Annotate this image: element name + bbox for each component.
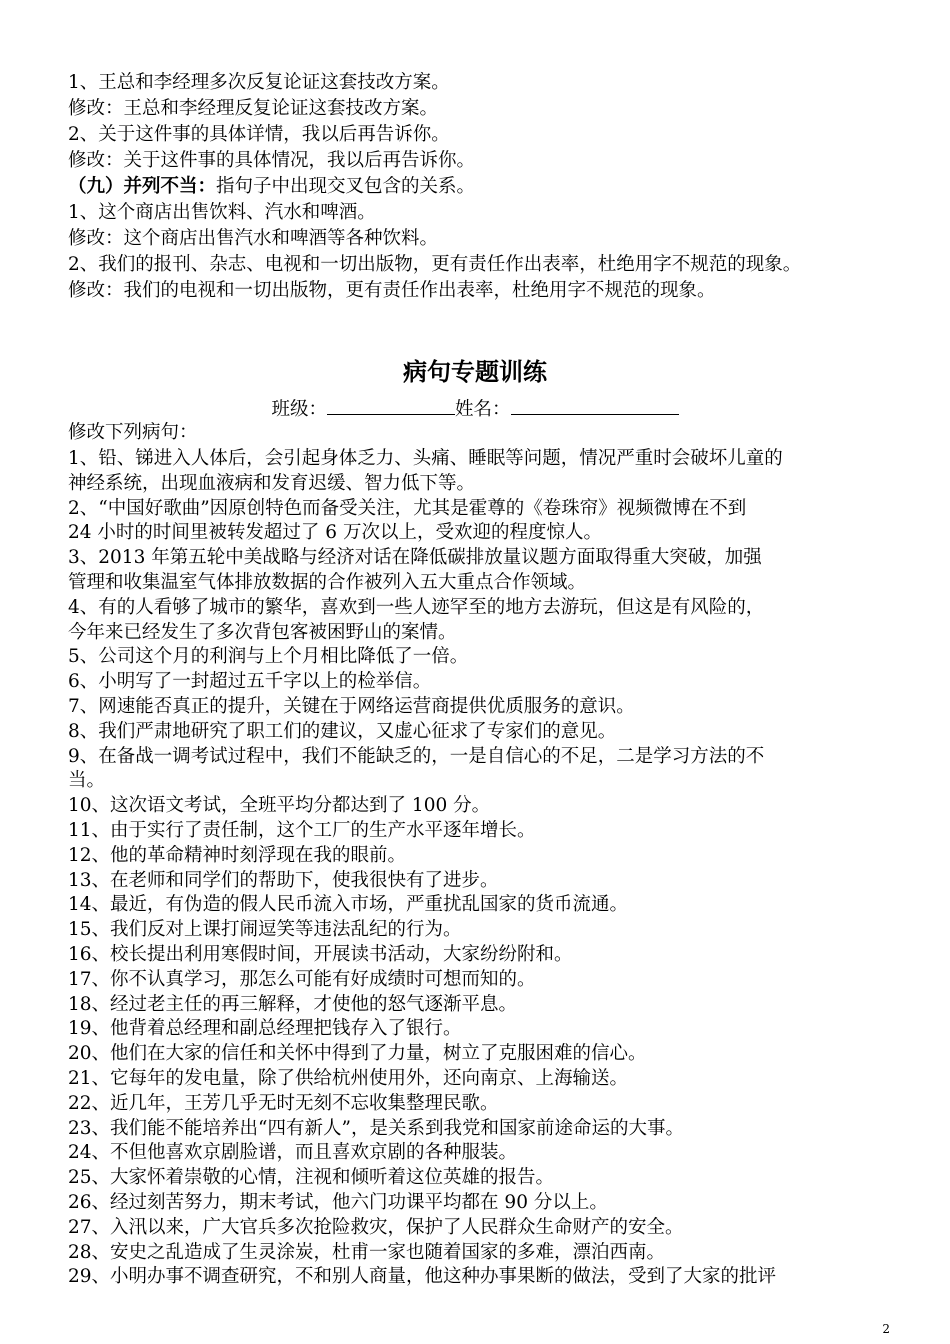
exercise-line: 22、近几年，王芳几乎无时无刻不忘收集整理民歌。 — [68, 1092, 499, 1114]
text-line: 修改：关于这件事的具体情况，我以后再告诉你。 — [68, 150, 476, 171]
text-line: 修改：这个商店出售汽水和啤酒等各种饮料。 — [68, 228, 439, 249]
exercise-line: 1、铅、锑进入人体后，会引起身体乏力、头痛、睡眠等问题，情况严重时会破坏儿童的 — [68, 448, 783, 469]
exercise-line: 管理和收集温室气体排放数据的合作被列入五大重点合作领域。 — [68, 572, 587, 593]
exercise-line: 20、他们在大家的信任和关怀中得到了力量，树立了克服困难的信心。 — [68, 1043, 647, 1065]
exercise-line: 27、入汛以来，广大官兵多次抢险救灾，保护了人民群众生命财产的安全。 — [68, 1216, 684, 1238]
exercise-line: 当。 — [68, 770, 106, 792]
text-line: 2、我们的报刊、杂志、电视和一切出版物，更有责任作出表率，杜绝用字不规范的现象。 — [68, 254, 802, 275]
exercise-line: 24 小时的时间里被转发超过了 6 万次以上，受欢迎的程度惊人。 — [68, 522, 602, 544]
heading-description: 指句子中出现交叉包含的关系。 — [216, 176, 476, 197]
exercise-line: 7、网速能否真正的提升，关键在于网络运营商提供优质服务的意识。 — [68, 696, 635, 717]
exercise-line: 26、经过刻苦努力，期末考试，他六门功课平均都在 90 分以上。 — [68, 1192, 608, 1213]
page-number: 2 — [882, 1322, 890, 1336]
exercise-line: 神经系统，出现血液病和发育迟缓、智力低下等。 — [68, 472, 476, 494]
exercise-line: 12、他的革命精神时刻浮现在我的眼前。 — [68, 844, 407, 866]
exercise-line: 6、小明写了一封超过五千字以上的检举信。 — [68, 671, 432, 693]
text-line: 2、关于这件事的具体详情，我以后再告诉你。 — [68, 124, 450, 145]
exercise-line: 29、小明办事不调查研究，不和别人商量，他这种办事果断的做法，受到了大家的批评 — [68, 1266, 777, 1288]
exercise-line: 21、它每年的发电量，除了供给杭州使用外，还向南京、上海输送。 — [68, 1068, 629, 1089]
instruction-text: 修改下列病句： — [68, 422, 198, 443]
name-blank-field[interactable] — [511, 394, 679, 415]
exercise-line: 今年来已经发生了多次背包客被困野山的案情。 — [68, 621, 457, 643]
heading-bold-label: （九）并列不当： — [68, 176, 217, 197]
exercise-line: 19、他背着总经理和副总经理把钱存入了银行。 — [68, 1018, 462, 1040]
exercise-line: 13、在老师和同学们的帮助下，使我很快有了进步。 — [68, 869, 499, 891]
exercise-line: 17、你不认真学习，那怎么可能有好成绩时可想而知的。 — [68, 968, 536, 990]
exercise-line: 8、我们严肃地研究了职工们的建议，又虚心征求了专家们的意见。 — [68, 720, 617, 742]
text-line: 修改：我们的电视和一切出版物，更有责任作出表率，杜绝用字不规范的现象。 — [68, 280, 716, 301]
exercise-line: 4、有的人看够了城市的繁华，喜欢到一些人迹罕至的地方去游玩，但这是有风险的， — [68, 596, 765, 618]
exercise-line: 11、由于实行了责任制，这个工厂的生产水平逐年增长。 — [68, 820, 536, 841]
text-line: 1、这个商店出售饮料、汽水和啤酒。 — [68, 202, 376, 223]
exercise-line: 3、2013 年第五轮中美战略与经济对话在降低碳排放量议题方面取得重大突破，加强 — [68, 547, 762, 569]
exercise-line: 2、“中国好歌曲”因原创特色而备受关注，尤其是霍尊的《卷珠帘》视频微博在不到 — [68, 497, 747, 519]
text-line: 修改：王总和李经理反复论证这套技改方案。 — [68, 98, 439, 119]
exercise-line: 18、经过老主任的再三解释，才使他的怒气逐渐平息。 — [68, 993, 518, 1015]
section-heading-9 — [68, 174, 898, 200]
text-line: 1、王总和李经理多次反复论证这套技改方案。 — [68, 72, 450, 93]
exercise-line: 28、安史之乱造成了生灵涂炭，杜甫一家也随着国家的多难，漂泊西南。 — [68, 1241, 666, 1263]
exercise-line: 24、不但他喜欢京剧脸谱，而且喜欢京剧的各种服装。 — [68, 1142, 518, 1164]
exercise-line: 5、公司这个月的利润与上个月相比降低了一倍。 — [68, 646, 469, 668]
student-info-line — [0, 394, 950, 423]
exercise-line: 25、大家怀着崇敬的心情，注视和倾听着这位英雄的报告。 — [68, 1167, 555, 1189]
exercise-line: 15、我们反对上课打闹逗笑等违法乱纪的行为。 — [68, 919, 462, 941]
exercise-line: 9、在备战一调考试过程中，我们不能缺乏的，一是自信心的不足，二是学习方法的不 — [68, 745, 765, 767]
exercise-line: 14、最近，有伪造的假人民币流入市场，严重扰乱国家的货币流通。 — [68, 894, 629, 916]
name-label: 姓名： — [455, 399, 511, 420]
exercise-line: 10、这次语文考试，全班平均分都达到了 100 分。 — [68, 795, 491, 817]
exercise-line: 23、我们能不能培养出“四有新人”，是关系到我党和国家前途命运的大事。 — [68, 1117, 684, 1139]
class-blank-field[interactable] — [327, 394, 455, 415]
exercise-line: 16、校长提出利用寒假时间，开展读书活动，大家纷纷附和。 — [68, 944, 573, 965]
class-label: 班级： — [271, 399, 327, 420]
worksheet-title: 病句专题训练 — [403, 358, 547, 386]
